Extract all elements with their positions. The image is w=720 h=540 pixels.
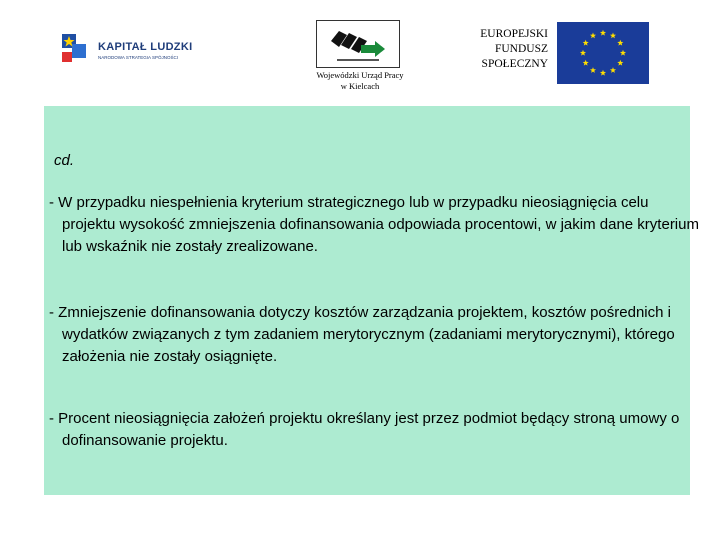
paragraph-3: - Procent nieosiągnięcia założeń projektu określany jest przez podmiot będący stroną umowy o dofinansowanie projektu. bbox=[49, 410, 680, 449]
eu-star-icon bbox=[580, 50, 586, 56]
paragraph-2: - Zmniejszenie dofinansowania dotyczy kosztów zarządzania projektem, kosztów pośrednich i wydatków związanych z tym zadaniem merytorycznym (zadaniami merytorycznymi), którego założenia nie zostały osiągnięte. bbox=[49, 304, 675, 365]
kapital-ludzki-emblem-icon bbox=[60, 30, 96, 70]
eu-star-icon bbox=[617, 60, 623, 66]
wup-label-line1: Wojewódzki Urząd Pracy bbox=[316, 70, 404, 80]
efs-line3: SPOŁECZNY bbox=[481, 58, 548, 70]
eu-star-icon bbox=[600, 30, 606, 36]
kapital-ludzki-title: KAPITAŁ LUDZKI bbox=[98, 41, 193, 53]
efs-line1: EUROPEJSKI bbox=[480, 28, 548, 40]
eu-star-icon bbox=[620, 50, 626, 56]
eu-flag-icon bbox=[557, 22, 649, 84]
efs-label bbox=[446, 27, 548, 72]
eu-star-icon bbox=[617, 40, 623, 46]
eu-star-icon bbox=[590, 67, 596, 73]
eu-stars bbox=[557, 22, 649, 84]
eu-star-icon bbox=[583, 40, 589, 46]
content-panel bbox=[44, 106, 699, 495]
eu-star-icon bbox=[610, 67, 616, 73]
efs-line2: FUNDUSZ bbox=[494, 43, 548, 55]
wup-label-line2: w Kielcach bbox=[340, 81, 380, 91]
eu-star-icon bbox=[583, 60, 589, 66]
eu-star-icon bbox=[590, 32, 596, 38]
paragraph-1: - W przypadku niespełnienia kryterium strategicznego lub w przypadku nieosiągnięcia celu projektu wysokość zmniejszenia dofinansowania odpowiada procentowi, w jakim dane kryterium lub wskaźnik nie zostały zrealizowane. bbox=[49, 194, 699, 255]
kapital-ludzki-logo bbox=[60, 28, 200, 74]
wup-logo bbox=[316, 20, 400, 68]
wup-emblem-icon bbox=[317, 21, 399, 67]
continuation-heading: cd. bbox=[54, 152, 75, 169]
kapital-ludzki-subtitle: NARODOWA STRATEGIA SPÓJNOŚCI bbox=[98, 55, 179, 60]
eu-star-icon bbox=[600, 70, 606, 76]
wup-label bbox=[290, 70, 430, 92]
eu-star-icon bbox=[610, 32, 616, 38]
